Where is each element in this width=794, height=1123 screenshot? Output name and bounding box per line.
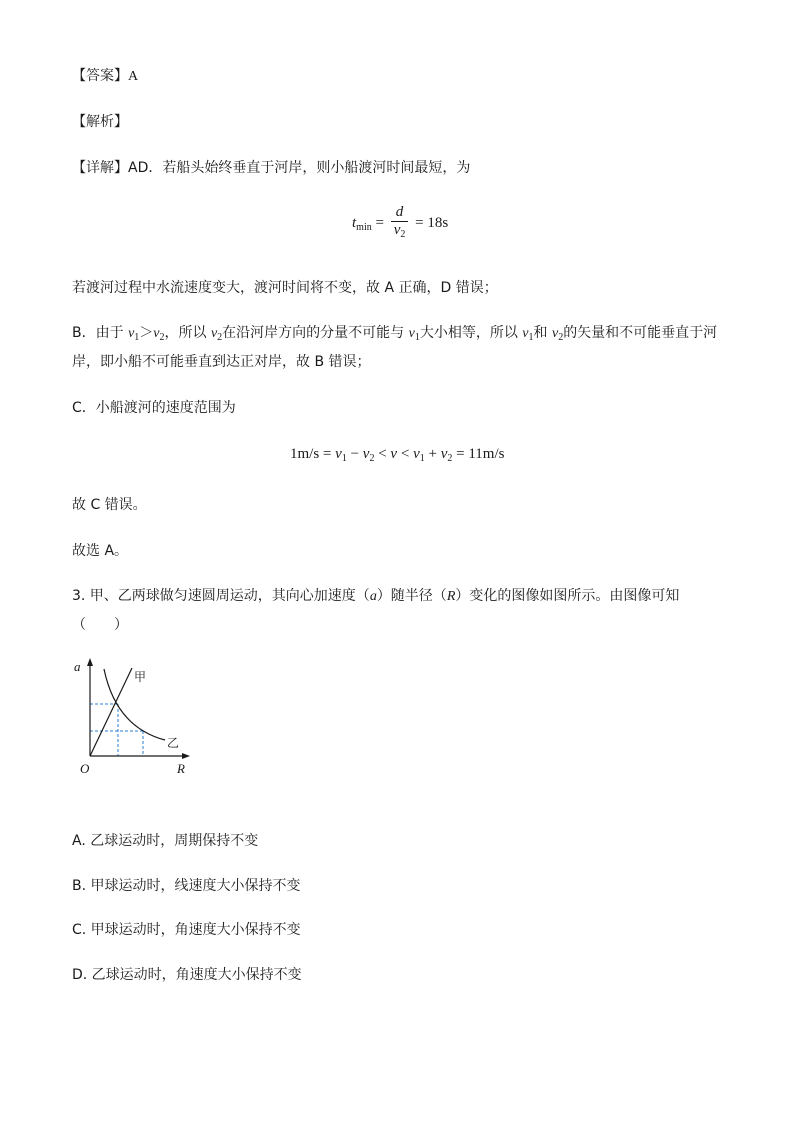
b-gt: ＞ — [139, 325, 154, 341]
b-text-5: 和 — [533, 325, 552, 341]
b-v2b: v — [210, 326, 218, 341]
question-3-text — [72, 586, 679, 607]
formula-fraction — [391, 204, 409, 243]
formula-den-v: v — [393, 222, 401, 238]
b-text-6: 的矢量和不可能垂直于河 — [563, 325, 718, 341]
option-c-analysis: C．小船渡河的速度范围为 — [72, 400, 236, 416]
answer-tag: 【答案】 — [72, 68, 128, 84]
b-v2: v — [153, 326, 160, 341]
y-axis-label: a — [74, 659, 81, 674]
q3-text-2: ）随半径（ — [376, 588, 447, 604]
f2-lt2: < — [397, 446, 414, 462]
series-yi-label: 乙 — [167, 736, 180, 750]
option-c: C. 甲球运动时，角速度大小保持不变 — [72, 922, 301, 938]
option-b-analysis-cont: 岸，即小船不可能垂直到达正对岸，故 B 错误； — [72, 354, 371, 370]
origin-label: O — [80, 761, 90, 776]
f2-rhs: = 11m/s — [452, 446, 505, 462]
final-choice: 故选 A。 — [72, 543, 129, 559]
question-3-paren: （ ） — [72, 617, 128, 633]
f2-v1b-sub: 1 — [419, 453, 425, 464]
c-conclusion: 故 C 错误。 — [72, 497, 147, 513]
b-v1c: v — [522, 326, 529, 341]
q3-r: R — [446, 589, 456, 604]
b-v1-sub: 1 — [134, 332, 140, 343]
f2-v2-sub: 2 — [369, 453, 375, 464]
q3-a: a — [369, 589, 377, 604]
detail-line — [72, 158, 470, 178]
f2-v1: v — [335, 446, 342, 462]
formula-den — [391, 221, 409, 243]
b-text-4: 大小相等，所以 — [419, 325, 523, 341]
b-v1b-sub: 1 — [414, 332, 420, 343]
x-axis-arrow-icon — [182, 753, 190, 759]
f2-v2b: v — [440, 446, 448, 462]
option-d: D. 乙球运动时，角速度大小保持不变 — [72, 967, 302, 983]
formula-num: d — [395, 204, 404, 220]
option-a: A. 乙球运动时，周期保持不变 — [72, 833, 259, 849]
detail-text: AD．若船头始终垂直于河岸，则小船渡河时间最短，为 — [128, 160, 471, 176]
b-text-2: ，所以 — [164, 325, 211, 341]
f2-minus: − — [346, 446, 363, 462]
f2-v2b-sub: 2 — [447, 453, 453, 464]
f2-v: v — [390, 446, 398, 462]
formula-eq2: = 18s — [411, 214, 449, 231]
formula-t-sub: min — [356, 221, 372, 233]
y-axis-arrow-icon — [87, 658, 93, 666]
f2-lhs: 1m/s = — [290, 446, 336, 462]
q3-text-1: 3. 甲、乙两球做匀速圆周运动，其向心加速度（ — [72, 588, 370, 604]
b-text-3: 在沿河岸方向的分量不可能与 — [222, 325, 409, 341]
f2-plus: + — [424, 446, 441, 462]
formula-t: t — [352, 214, 357, 231]
b-v2c-sub: 2 — [558, 332, 564, 343]
f2-v1b: v — [413, 446, 420, 462]
b-v2-sub: 2 — [159, 332, 165, 343]
option-b-analysis — [72, 323, 717, 348]
x-axis-label: R — [177, 761, 185, 776]
f2-v2: v — [362, 446, 370, 462]
b-v2b-sub: 2 — [217, 332, 223, 343]
b-v1c-sub: 1 — [528, 332, 534, 343]
f2-v1-sub: 1 — [341, 453, 347, 464]
formula-speed-range — [290, 446, 504, 464]
q3-text-3: ）变化的图像如图所示。由图像可知 — [455, 588, 680, 604]
b-text-1: B．由于 — [72, 325, 129, 341]
series-jia-line — [90, 668, 132, 756]
option-b: B. 甲球运动时，线速度大小保持不变 — [72, 878, 301, 894]
ad-conclusion: 若渡河过程中水流速度变大，渡河时间将不变，故 A 正确，D 错误； — [72, 280, 498, 296]
acceleration-radius-graph — [70, 655, 195, 777]
detail-tag: 【详解】 — [72, 160, 128, 176]
b-v1: v — [128, 326, 135, 341]
answer-line — [72, 66, 138, 87]
formula-den-sub: 2 — [400, 229, 406, 240]
formula-eq1: = — [371, 214, 388, 231]
analysis-tag: 【解析】 — [72, 114, 128, 130]
b-v2c: v — [551, 326, 559, 341]
series-jia-label: 甲 — [134, 670, 147, 684]
b-v1b: v — [408, 326, 415, 341]
answer-value: A — [128, 69, 139, 84]
formula-tmin — [352, 204, 448, 243]
f2-lt1: < — [374, 446, 391, 462]
